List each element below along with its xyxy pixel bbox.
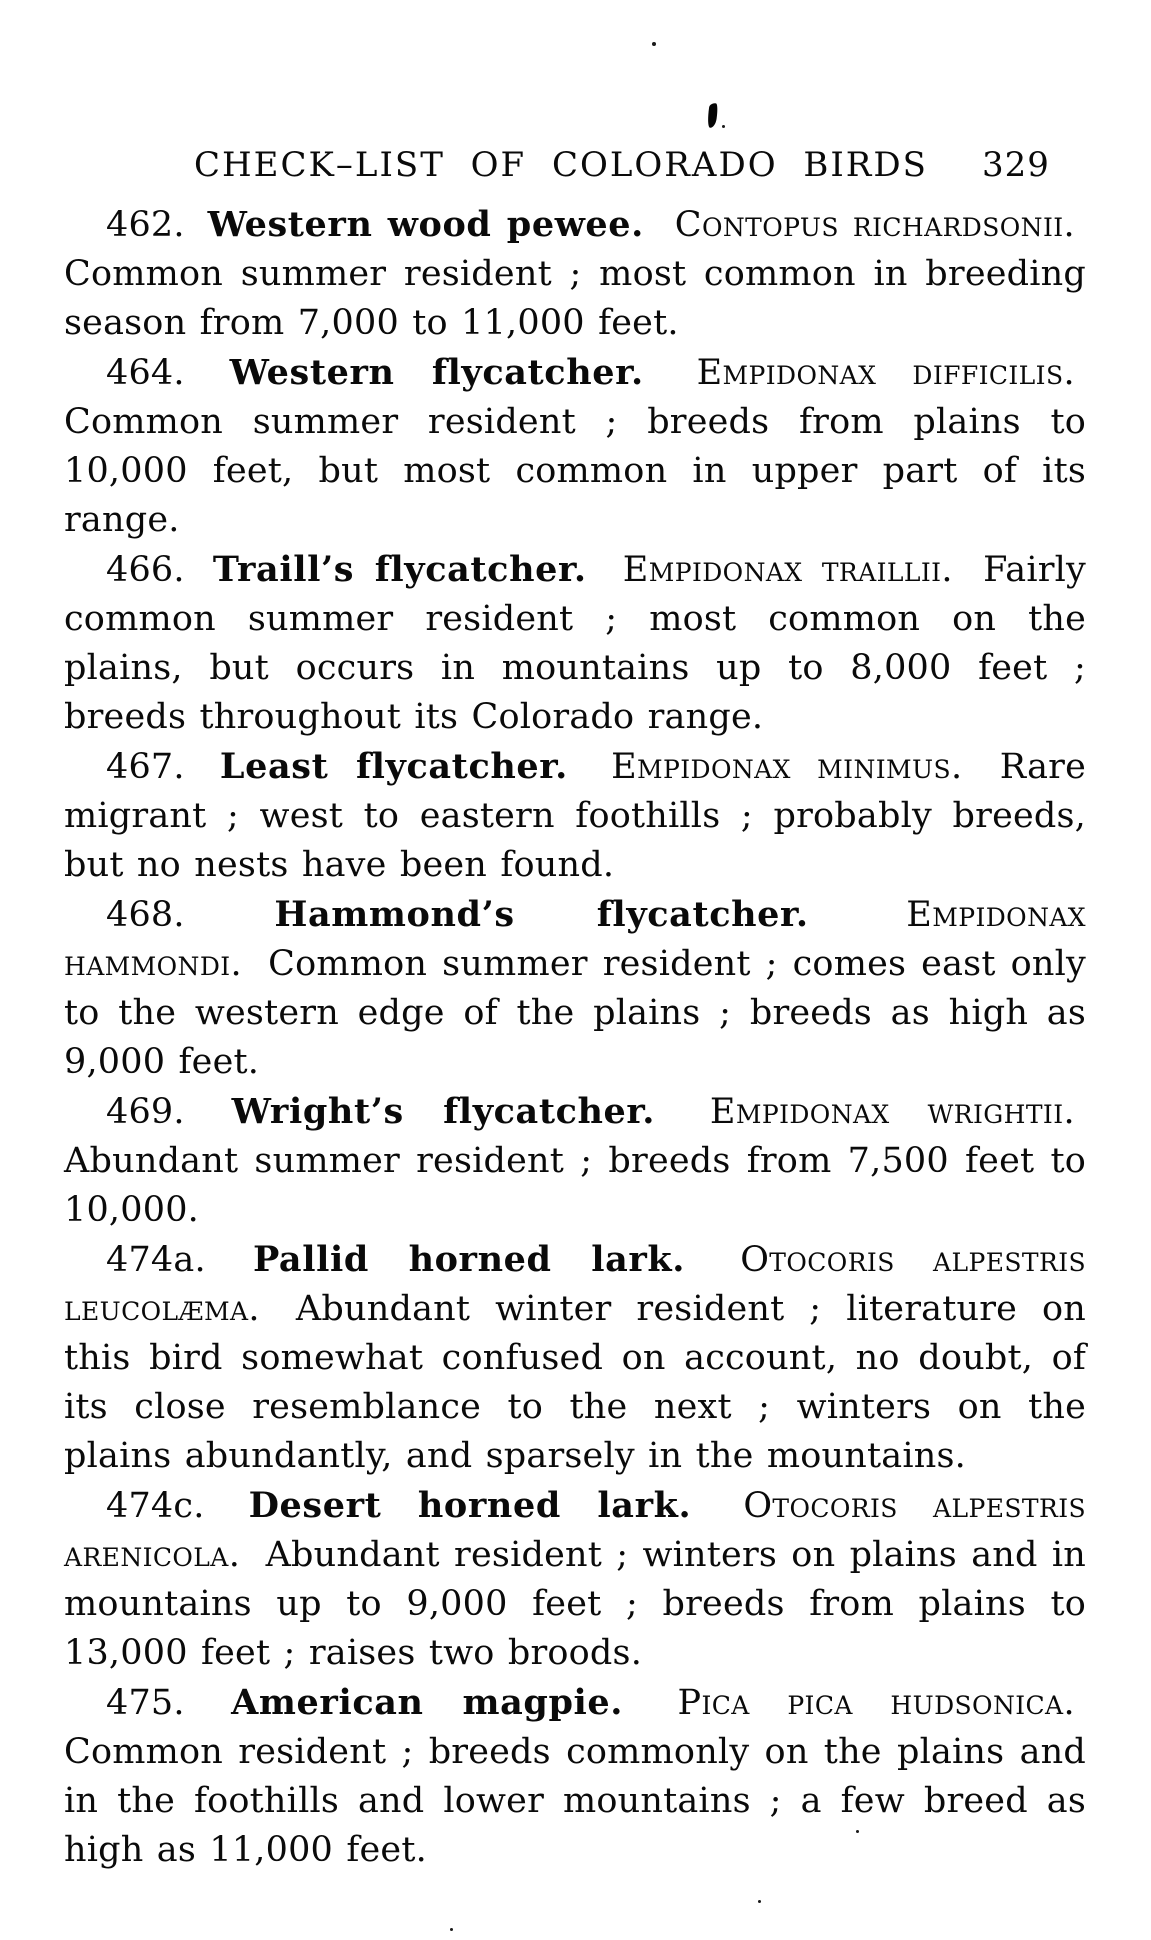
bird-entry [64, 890, 1086, 1087]
bird-entry [64, 1235, 1086, 1481]
bird-entry [64, 1481, 1086, 1678]
scientific-name: Empidonax hammondi. [64, 895, 1086, 984]
scientific-name: Empidonax traillii. [622, 550, 953, 590]
ink-speck [758, 1900, 761, 1903]
scientific-name: Otocoris alpestris arenicola. [64, 1486, 1087, 1575]
entry-description: Fairly common summer resident ; most common on the plains, but occurs in mountains up to 8,000 feet ; breeds throughout its Colorado range. [64, 550, 1087, 737]
common-name: Traill’s flycatcher. [212, 549, 587, 590]
page-number: 329 [982, 145, 1050, 185]
ink-speck [450, 1928, 453, 1931]
scientific-name: Otocoris alpestris leucolæma. [64, 1240, 1087, 1329]
entry-description: Abundant summer resident ; breeds from 7,500 feet to 10,000. [64, 1141, 1086, 1230]
entry-number: 469. [106, 1092, 185, 1132]
ink-blot [706, 102, 718, 128]
common-name: Western wood pewee. [207, 204, 644, 245]
bird-entry [64, 348, 1086, 545]
entry-description: Common summer resident ; most common in breeding season from 7,000 to 11,000 feet. [64, 254, 1086, 343]
ink-speck [652, 42, 656, 46]
bird-entry [64, 200, 1086, 348]
common-name: Desert horned lark. [248, 1485, 692, 1526]
entry-number: 468. [106, 895, 185, 935]
bird-entry [64, 1087, 1086, 1235]
scientific-name: Pica pica hudsonica. [677, 1683, 1076, 1723]
scientific-name: Empidonax wrightii. [709, 1092, 1075, 1132]
common-name: Hammond’s flycatcher. [274, 894, 809, 935]
entry-number: 475. [106, 1683, 185, 1723]
entry-number: 474a. [106, 1240, 206, 1280]
common-name: Least flycatcher. [219, 746, 568, 787]
entry-description: Abundant resident ; winters on plains and in mountains up to 9,000 feet ; breeds from plains to 13,000 feet ; raises two broods. [64, 1535, 1086, 1673]
entry-number: 462. [106, 205, 185, 245]
bird-entry [64, 1678, 1086, 1875]
bird-entry [64, 545, 1086, 742]
common-name: Wright’s flycatcher. [231, 1091, 656, 1132]
scientific-name: Empidonax difficilis. [696, 353, 1075, 393]
bird-entry [64, 742, 1086, 890]
entries-list [64, 200, 1086, 1875]
running-title: CHECK–LIST OF COLORADO BIRDS [194, 145, 928, 185]
entry-number: 464. [106, 353, 185, 393]
page-header [64, 143, 1086, 187]
scientific-name: Empidonax minimus. [611, 747, 963, 787]
common-name: American magpie. [231, 1682, 624, 1723]
entry-description: Abundant winter resident ; literature on this bird somewhat confused on account, no doubt, of its close resemblance to the next ; winters on the plains abundantly, and sparsely in the mountains. [64, 1289, 1087, 1476]
entry-description: Rare migrant ; west to eastern foothills ; probably breeds, but no nests have been found. [64, 747, 1086, 885]
entry-number: 467. [106, 747, 185, 787]
scientific-name: Contopus richardsonii. [674, 205, 1076, 245]
entry-description: Common resident ; breeds commonly on the plains and in the foothills and lower mountains ; a few breed as high as 11,000 feet. [64, 1732, 1086, 1870]
common-name: Pallid horned lark. [252, 1239, 686, 1280]
entry-description: Common summer resident ; comes east only to the western edge of the plains ; breeds as high as 9,000 feet. [64, 944, 1086, 1082]
entry-description: Common summer resident ; breeds from plains to 10,000 feet, but most common in upper part of its range. [64, 402, 1086, 540]
entry-number: 466. [106, 550, 185, 590]
ink-speck [722, 125, 725, 128]
entry-number: 474c. [106, 1486, 205, 1526]
common-name: Western flycatcher. [229, 352, 644, 393]
